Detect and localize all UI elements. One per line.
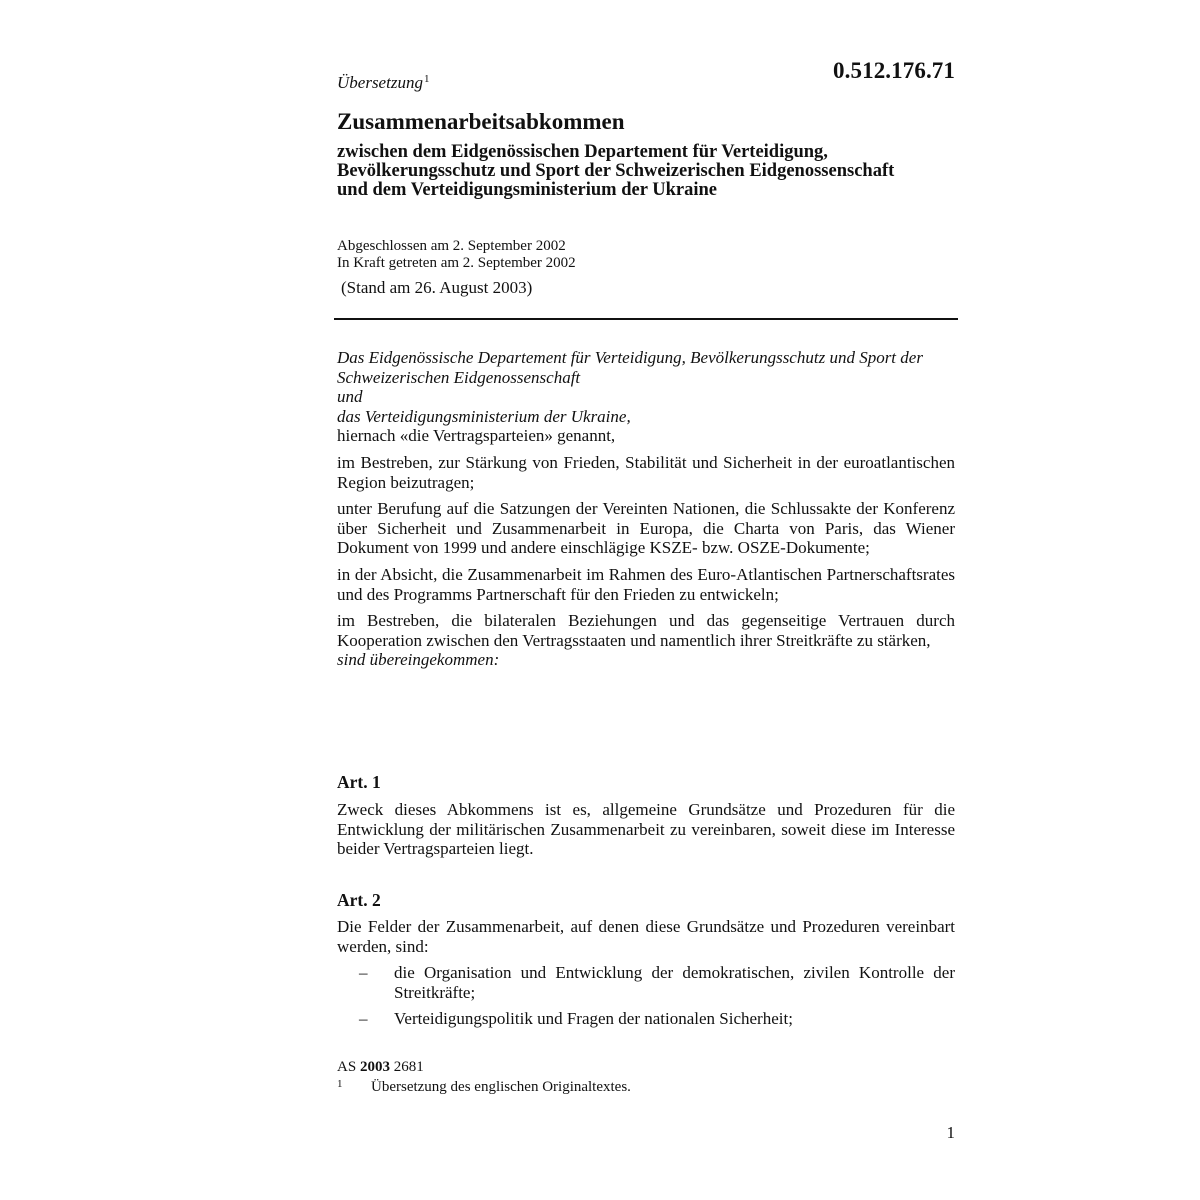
footnote-text: Übersetzung des englischen Originaltextes. [371,1079,631,1095]
dash-bullet: – [359,1009,368,1029]
as-prefix: AS [337,1059,357,1075]
official-collection-reference [337,1059,955,1076]
in-force-date: In Kraft getreten am 2. September 2002 [337,255,576,271]
preamble [337,348,955,670]
recital: im Bestreben, die bilateralen Beziehungen und das gegenseitige Vertrauen durch Kooperation zwischen den Vertragsstaaten und namentlich ihrer Streitkräfte zu stärken, [337,611,955,650]
subtitle-line: Bevölkerungsschutz und Sport der Schweizerischen Eidgenossenschaft [337,161,895,181]
list-item [337,1009,955,1029]
article-2-text: Die Felder der Zusammenarbeit, auf denen diese Grundsätze und Prozeduren vereinbart werden, sind: [337,917,955,956]
article-2-list [337,963,955,1029]
status-date: (Stand am 26. August 2003) [341,278,533,297]
document-subtitle [337,143,955,200]
footnote-number: 1 [337,1078,343,1090]
footnote-reference: 1 [423,73,430,85]
dates-block [337,238,955,272]
document-title: Zusammenarbeitsabkommen [337,109,625,134]
recital: unter Berufung auf die Satzungen der Vereinten Nationen, die Schlussakte der Konferenz über Sicherheit und Zusammenarbeit in Europa, die Charta von Paris, das Wiener Dokument von 1999 und andere einschlägige KSZE- bzw. OSZE-Dokumente; [337,499,955,558]
recital: in der Absicht, die Zusammenarbeit im Rahmen des Euro-Atlantischen Partnerschaftsrates und des Programms Partnerschaft für den Frieden zu entwickeln; [337,564,955,604]
article-1-text: Zweck dieses Abkommens ist es, allgemeine Grundsätze und Prozeduren für die Entwicklung der militärischen Zusammenarbeit zu vereinbaren, soweit diese im Interesse beider Vertragsparteien liegt. [337,800,955,859]
as-page: 2681 [393,1059,424,1075]
page-number: 1 [946,1123,955,1142]
hereinafter-clause: hiernach «die Vertragsparteien» genannt, [337,426,616,446]
concluded-date: Abgeschlossen am 2. September 2002 [337,238,566,254]
article-2-heading: Art. 2 [337,890,381,910]
subtitle-line: zwischen dem Eidgenössischen Departement für Verteidigung, [337,142,828,162]
as-year: 2003 [359,1059,390,1075]
list-item [337,963,955,1002]
header-divider [334,318,958,320]
preamble-and: und [337,387,363,407]
party-2: das Verteidigungsministerium der Ukraine, [337,406,631,426]
list-item-text: Verteidigungspolitik und Fragen der nationalen Sicherheit; [394,1009,793,1029]
article-2-body [337,917,955,1036]
subtitle-line: und dem Verteidigungsministerium der Ukraine [337,180,717,200]
sr-number: 0.512.176.71 [833,58,955,83]
list-item-text: die Organisation und Entwicklung der demokratischen, zivilen Kontrolle der Streitkräfte; [394,963,955,1002]
agreement-clause: sind übereingekommen: [337,650,500,670]
translation-text: Übersetzung [337,73,423,92]
dash-bullet: – [359,963,368,983]
article-1-heading: Art. 1 [337,772,381,792]
recital: im Bestreben, zur Stärkung von Frieden, Stabilität und Sicherheit in der euroatlantischen Region beizutragen; [337,452,955,492]
party-1: Das Eidgenössische Departement für Verteidigung, Bevölkerungsschutz und Sport der Schweizerischen Eidgenossenschaft [337,348,923,387]
